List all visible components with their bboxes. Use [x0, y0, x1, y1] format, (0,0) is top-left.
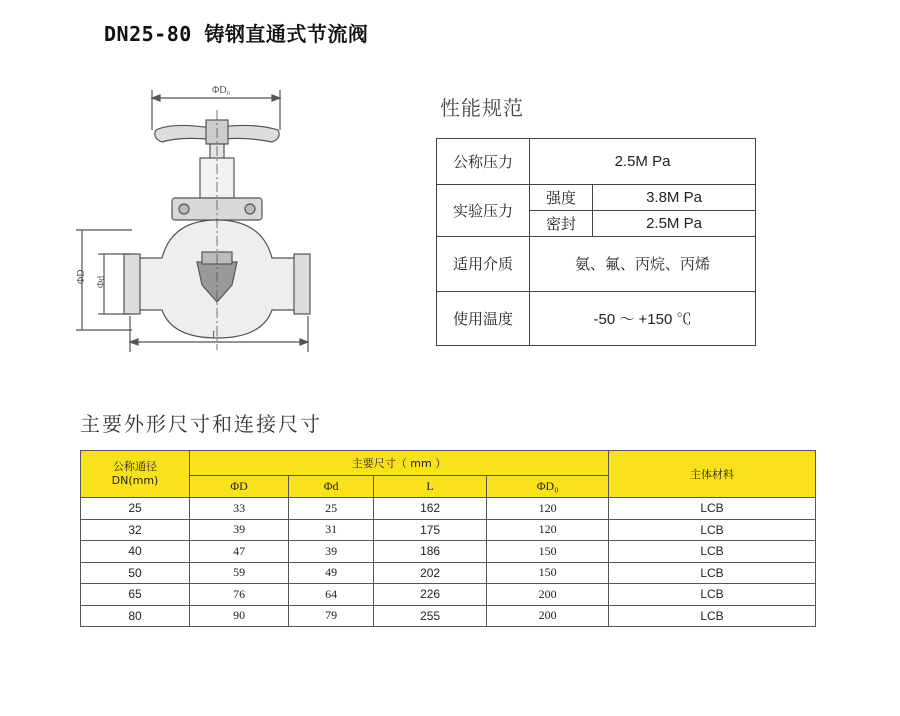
temperature-value: -50 ～ +150 ℃: [530, 291, 756, 345]
cell-dn: 80: [81, 605, 190, 627]
label-d0: ΦD₀: [212, 85, 231, 96]
col-header-D0: ΦD₀: [487, 476, 609, 498]
main-dimensions-header: 主要尺寸（ mm ）: [190, 451, 609, 476]
medium-label: 适用介质: [437, 237, 530, 291]
cell-dn: 40: [81, 541, 190, 563]
cell-d: 64: [289, 584, 374, 606]
cell-D0: 150: [487, 562, 609, 584]
spec-table: [436, 138, 756, 346]
table-row: [81, 498, 816, 520]
col-header-d: Φd: [289, 476, 374, 498]
strength-label: 强度: [530, 185, 593, 211]
cell-D0: 120: [487, 498, 609, 520]
cell-D0: 150: [487, 541, 609, 563]
page-title: DN25-80 铸钢直通式节流阀: [104, 22, 369, 46]
nominal-pressure-label: 公称压力: [437, 139, 530, 185]
strength-value: 3.8M Pa: [593, 185, 756, 211]
cell-D: 90: [190, 605, 289, 627]
cell-material: LCB: [609, 605, 816, 627]
cell-L: 162: [374, 498, 487, 520]
table-row: [81, 519, 816, 541]
cell-d: 25: [289, 498, 374, 520]
cell-D0: 200: [487, 605, 609, 627]
test-pressure-label: 实验压力: [437, 185, 530, 237]
table-row: [81, 541, 816, 563]
dn-header-line2: DN(mm): [111, 474, 159, 487]
label-d: Φd: [96, 275, 107, 288]
dn-header-line1: 公称通径: [113, 460, 157, 473]
temperature-label: 使用温度: [437, 291, 530, 345]
cell-material: LCB: [609, 562, 816, 584]
cell-D0: 200: [487, 584, 609, 606]
cell-L: 186: [374, 541, 487, 563]
cell-d: 31: [289, 519, 374, 541]
seal-value: 2.5M Pa: [593, 211, 756, 237]
cell-L: 255: [374, 605, 487, 627]
cell-L: 175: [374, 519, 487, 541]
cell-dn: 32: [81, 519, 190, 541]
col-header-L: L: [374, 476, 487, 498]
cell-material: LCB: [609, 498, 816, 520]
cell-L: 226: [374, 584, 487, 606]
nominal-pressure-value: 2.5M Pa: [530, 139, 756, 185]
col-header-D: ΦD: [190, 476, 289, 498]
seal-label: 密封: [530, 211, 593, 237]
valve-drawing: [72, 80, 322, 355]
cell-D: 33: [190, 498, 289, 520]
dimensions-heading: 主要外形尺寸和连接尺寸: [80, 412, 322, 436]
label-l: L: [212, 330, 219, 341]
cell-material: LCB: [609, 541, 816, 563]
dimensions-table: [80, 450, 816, 627]
table-row: [81, 562, 816, 584]
cell-D: 47: [190, 541, 289, 563]
cell-D0: 120: [487, 519, 609, 541]
material-header: 主体材料: [609, 451, 816, 498]
cell-D: 59: [190, 562, 289, 584]
label-dd: ΦD: [76, 269, 87, 284]
cell-d: 39: [289, 541, 374, 563]
cell-material: LCB: [609, 519, 816, 541]
cell-D: 76: [190, 584, 289, 606]
medium-value: 氨、氟、丙烷、丙烯: [530, 237, 756, 291]
cell-d: 49: [289, 562, 374, 584]
dn-header: [81, 451, 190, 498]
cell-dn: 50: [81, 562, 190, 584]
spec-heading: 性能规范: [440, 96, 524, 120]
table-row: [81, 584, 816, 606]
cell-L: 202: [374, 562, 487, 584]
cell-material: LCB: [609, 584, 816, 606]
cell-D: 39: [190, 519, 289, 541]
cell-dn: 25: [81, 498, 190, 520]
cell-d: 79: [289, 605, 374, 627]
cell-dn: 65: [81, 584, 190, 606]
table-row: [81, 605, 816, 627]
